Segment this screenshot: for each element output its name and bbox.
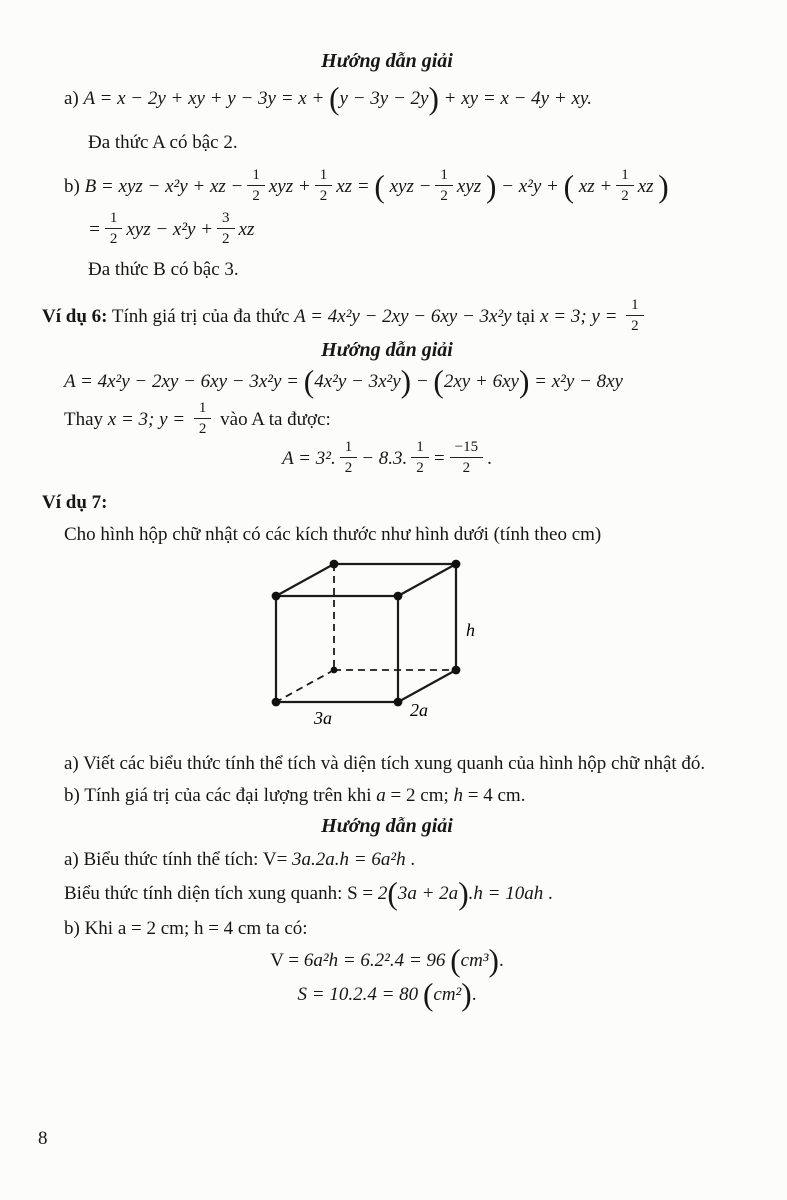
math-text: .: [487, 448, 492, 470]
math-text: .: [543, 882, 553, 904]
page-number: 8: [38, 1128, 48, 1149]
fraction: $\frac{1}{2}$: [616, 166, 634, 205]
dim-label-depth: 2a: [410, 700, 428, 721]
fraction: $\frac{1}{2}$: [411, 438, 429, 477]
example-7-label: Ví dụ 7:: [42, 492, 108, 514]
math-text: S = 10.2.4 = 80: [297, 983, 423, 1005]
math-text: cm²: [433, 983, 462, 1005]
dim-label-width: 3a: [314, 708, 332, 729]
math-text: ): [518, 363, 530, 399]
math-text: 3a + 2a: [397, 882, 459, 904]
math-text: 4x²y − 3x²y: [314, 370, 401, 392]
math-text: (: [303, 363, 315, 399]
math-text: b) Tính giá trị của các đại lượng trên khi: [64, 784, 377, 806]
math-text: (: [450, 943, 461, 979]
cuboid-solid-edges: [276, 564, 456, 702]
fraction: $\frac{1}{2}$: [435, 166, 453, 205]
math-text: A = 3².: [282, 448, 336, 470]
math-text: Ví dụ 6:: [42, 305, 108, 327]
math-text: ): [488, 943, 499, 979]
math-text: ): [458, 875, 469, 911]
math-text: (: [387, 875, 398, 911]
math-text: ): [428, 81, 439, 117]
math-text: x = 3; y =: [107, 409, 190, 431]
math-text: (: [433, 363, 444, 399]
fraction: $\frac{3}{2}$: [217, 209, 235, 248]
formula-line-b2: [88, 211, 732, 250]
degree-note-b: Đa thức B có bậc 3.: [88, 259, 239, 281]
math-text: (: [329, 81, 340, 117]
math-text: xz =: [336, 175, 375, 197]
math-text: ): [400, 363, 412, 399]
math-text: tại: [511, 305, 541, 327]
math-text: xz +: [574, 175, 613, 197]
math-text: − 8.3.: [361, 448, 408, 470]
math-text: = 2 cm;: [385, 784, 454, 806]
math-text: ): [485, 168, 497, 204]
math-text: cm³: [460, 950, 489, 972]
math-text: V =: [270, 950, 304, 972]
math-text: A = 4x²y − 2xy − 6xy − 3x²y =: [64, 370, 304, 392]
cuboid-hidden-edges: [276, 564, 456, 702]
math-text: y − 3y − 2y: [339, 88, 429, 109]
fraction: $\frac{1}{2}$: [247, 166, 265, 205]
solution-a-volume: [64, 846, 732, 874]
math-text: 3a.2a.h = 6a²h: [292, 849, 406, 871]
solution-a-surface: [64, 875, 732, 911]
math-text: A = 4x²y − 2xy − 6xy − 3x²y: [294, 305, 512, 327]
fraction: $\frac{1}{2}$: [340, 438, 358, 477]
math-text: a): [64, 88, 84, 109]
fraction: $\frac{1}{2}$: [315, 166, 333, 205]
fraction: $\frac{1}{2}$: [105, 209, 123, 248]
example-6-intro: [42, 298, 732, 337]
math-text: (: [374, 168, 385, 204]
cuboid-diagram: [42, 554, 702, 742]
math-text: .: [405, 849, 416, 871]
math-text: − x²y +: [496, 175, 564, 197]
formula-line-a: [64, 81, 732, 117]
math-text: ): [461, 976, 472, 1012]
math-text: Biểu thức tính diện tích xung quanh: S =: [64, 882, 378, 904]
math-text: −: [411, 370, 434, 392]
math-text: 6a²h = 6.2².4 = 96: [303, 950, 451, 972]
math-text: xyz: [456, 175, 486, 197]
math-text: =: [432, 448, 446, 470]
solution-heading-2: Hướng dẫn giải: [321, 338, 453, 361]
example-6-result: [42, 440, 732, 479]
example-6-step-1: [64, 363, 732, 399]
math-text: Tính giá trị của đa thức: [107, 305, 295, 327]
math-text: B = xyz − x²y + xz −: [84, 175, 244, 197]
cuboid-svg: [248, 554, 496, 736]
degree-note-a: Đa thức A có bậc 2.: [88, 131, 238, 153]
math-text: = x²y − 8xy: [529, 370, 623, 392]
math-text: .: [498, 950, 504, 972]
math-text: h: [453, 784, 464, 806]
math-text: vào A ta được:: [215, 409, 331, 431]
math-text: + xy = x − 4y + xy.: [438, 88, 593, 109]
question-a: a) Viết các biểu thức tính thể tích và diện tích xung quanh của hình hộp chữ nhật đó.: [64, 753, 706, 775]
solution-heading-3: Hướng dẫn giải: [321, 815, 453, 838]
math-text: xyz +: [268, 175, 311, 197]
math-text: (: [563, 168, 575, 204]
math-text: .h = 10ah: [468, 882, 544, 904]
math-text: xyz − x²y +: [126, 218, 214, 240]
math-text: .: [471, 983, 477, 1005]
math-text: xz: [637, 175, 659, 197]
math-text: xyz −: [384, 175, 432, 197]
math-text: (: [422, 976, 434, 1012]
math-text: = 4 cm.: [463, 784, 526, 806]
math-text: Thay: [64, 409, 108, 431]
math-text: =: [88, 218, 101, 240]
example-6-step-2: [64, 401, 732, 440]
dim-label-height: h: [466, 620, 475, 641]
math-text: a) Biểu thức tính thể tích: V=: [64, 849, 293, 871]
math-text: 2: [377, 882, 388, 904]
math-text: A = x − 2y + xy + y − 3y = x +: [83, 88, 330, 109]
math-text: a: [376, 784, 386, 806]
example-7-intro: Cho hình hộp chữ nhật có các kích thước như hình dưới (tính theo cm): [64, 523, 602, 545]
math-text: 2xy + 6xy: [443, 370, 519, 392]
fraction: $\frac{1}{2}$: [626, 296, 644, 335]
math-text: x = 3; y =: [540, 305, 623, 327]
solution-b-intro: b) Khi a = 2 cm; h = 4 cm ta có:: [64, 918, 308, 940]
solution-b-surface-value: [42, 976, 732, 1012]
math-text: xz: [238, 218, 255, 240]
solution-heading-1: Hướng dẫn giải: [321, 50, 453, 72]
fraction: $\frac{-15}{2}$: [450, 438, 483, 477]
question-b: [64, 782, 732, 810]
fraction: $\frac{1}{2}$: [194, 399, 212, 438]
solution-b-volume-value: [42, 943, 732, 979]
math-text: b): [64, 175, 85, 197]
math-text: ): [658, 168, 669, 204]
formula-line-b: [64, 168, 732, 207]
